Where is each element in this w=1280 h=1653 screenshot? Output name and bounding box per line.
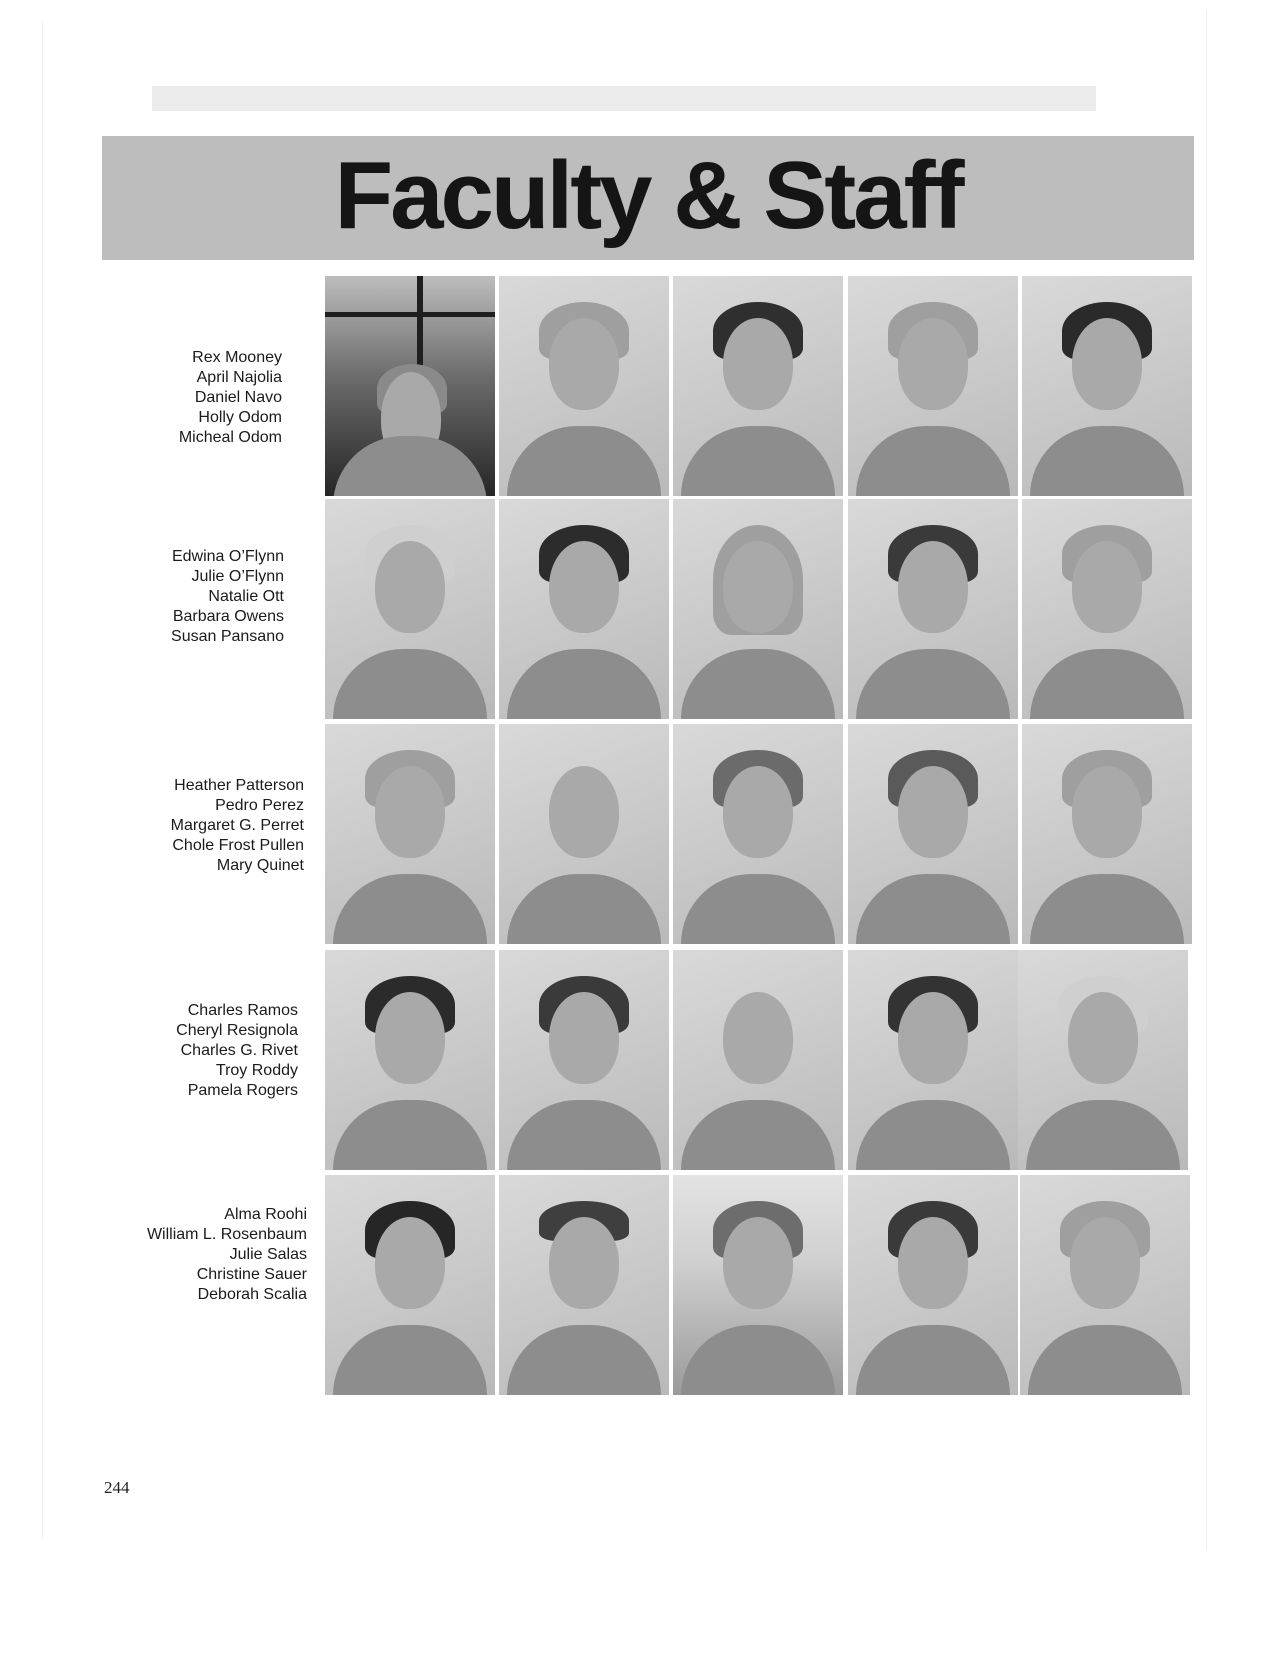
portrait-photo [1018,950,1188,1170]
portrait-photo [673,499,843,719]
page-edge [42,20,43,1540]
person-name: Micheal Odom [178,429,282,446]
portrait-photo [848,1175,1018,1395]
portrait-photo [499,276,669,496]
portrait-photo [499,1175,669,1395]
person-name: Pedro Perez [215,797,304,814]
page-number: 244 [104,1478,130,1497]
portrait-photo [673,1175,843,1395]
person-name: William L. Rosenbaum [146,1226,307,1243]
portrait-photo [673,724,843,944]
portrait-photo [673,950,843,1170]
person-name: Troy Roddy [215,1062,298,1079]
name-list [124,776,304,876]
person-name: April Najolia [196,369,282,386]
person-name: Natalie Ott [208,588,284,605]
portrait-photo [499,950,669,1170]
person-name: Daniel Navo [194,389,282,406]
name-list [104,547,284,647]
portrait-photo [848,950,1018,1170]
portrait-photo [325,950,495,1170]
portrait-photo [848,499,1018,719]
person-name: Susan Pansano [171,628,284,645]
person-name: Alma Roohi [224,1206,307,1223]
portrait-photo [325,1175,495,1395]
person-name: Rex Mooney [192,349,282,366]
portrait-photo [673,276,843,496]
person-name: Heather Patterson [174,777,304,794]
person-name: Charles Ramos [187,1002,298,1019]
person-name: Julie O’Flynn [191,568,284,585]
top-strip [152,86,1096,111]
portrait-photo [1022,499,1192,719]
person-name: Holly Odom [198,409,282,426]
page-title: Faculty & Staff [334,142,962,249]
person-name: Christine Sauer [196,1266,307,1283]
portrait-photo [325,276,495,496]
name-list [127,1205,307,1305]
person-name: Edwina O’Flynn [171,548,284,565]
portrait-photo [499,499,669,719]
person-name: Barbara Owens [172,608,284,625]
person-name: Mary Quinet [216,857,304,874]
portrait-photo [1020,1175,1190,1395]
person-name: Charles G. Rivet [180,1042,298,1059]
person-name: Pamela Rogers [187,1082,298,1099]
portrait-photo [848,724,1018,944]
name-list [118,1001,298,1101]
portrait-photo [1022,724,1192,944]
person-name: Cheryl Resignola [176,1022,298,1039]
portrait-photo [848,276,1018,496]
portrait-photo [325,499,495,719]
portrait-photo [325,724,495,944]
person-name: Deborah Scalia [197,1286,307,1303]
portrait-photo [499,724,669,944]
person-name: Julie Salas [229,1246,307,1263]
person-name: Chole Frost Pullen [172,837,304,854]
name-list [102,348,282,448]
person-name: Margaret G. Perret [170,817,304,834]
portrait-photo [1022,276,1192,496]
